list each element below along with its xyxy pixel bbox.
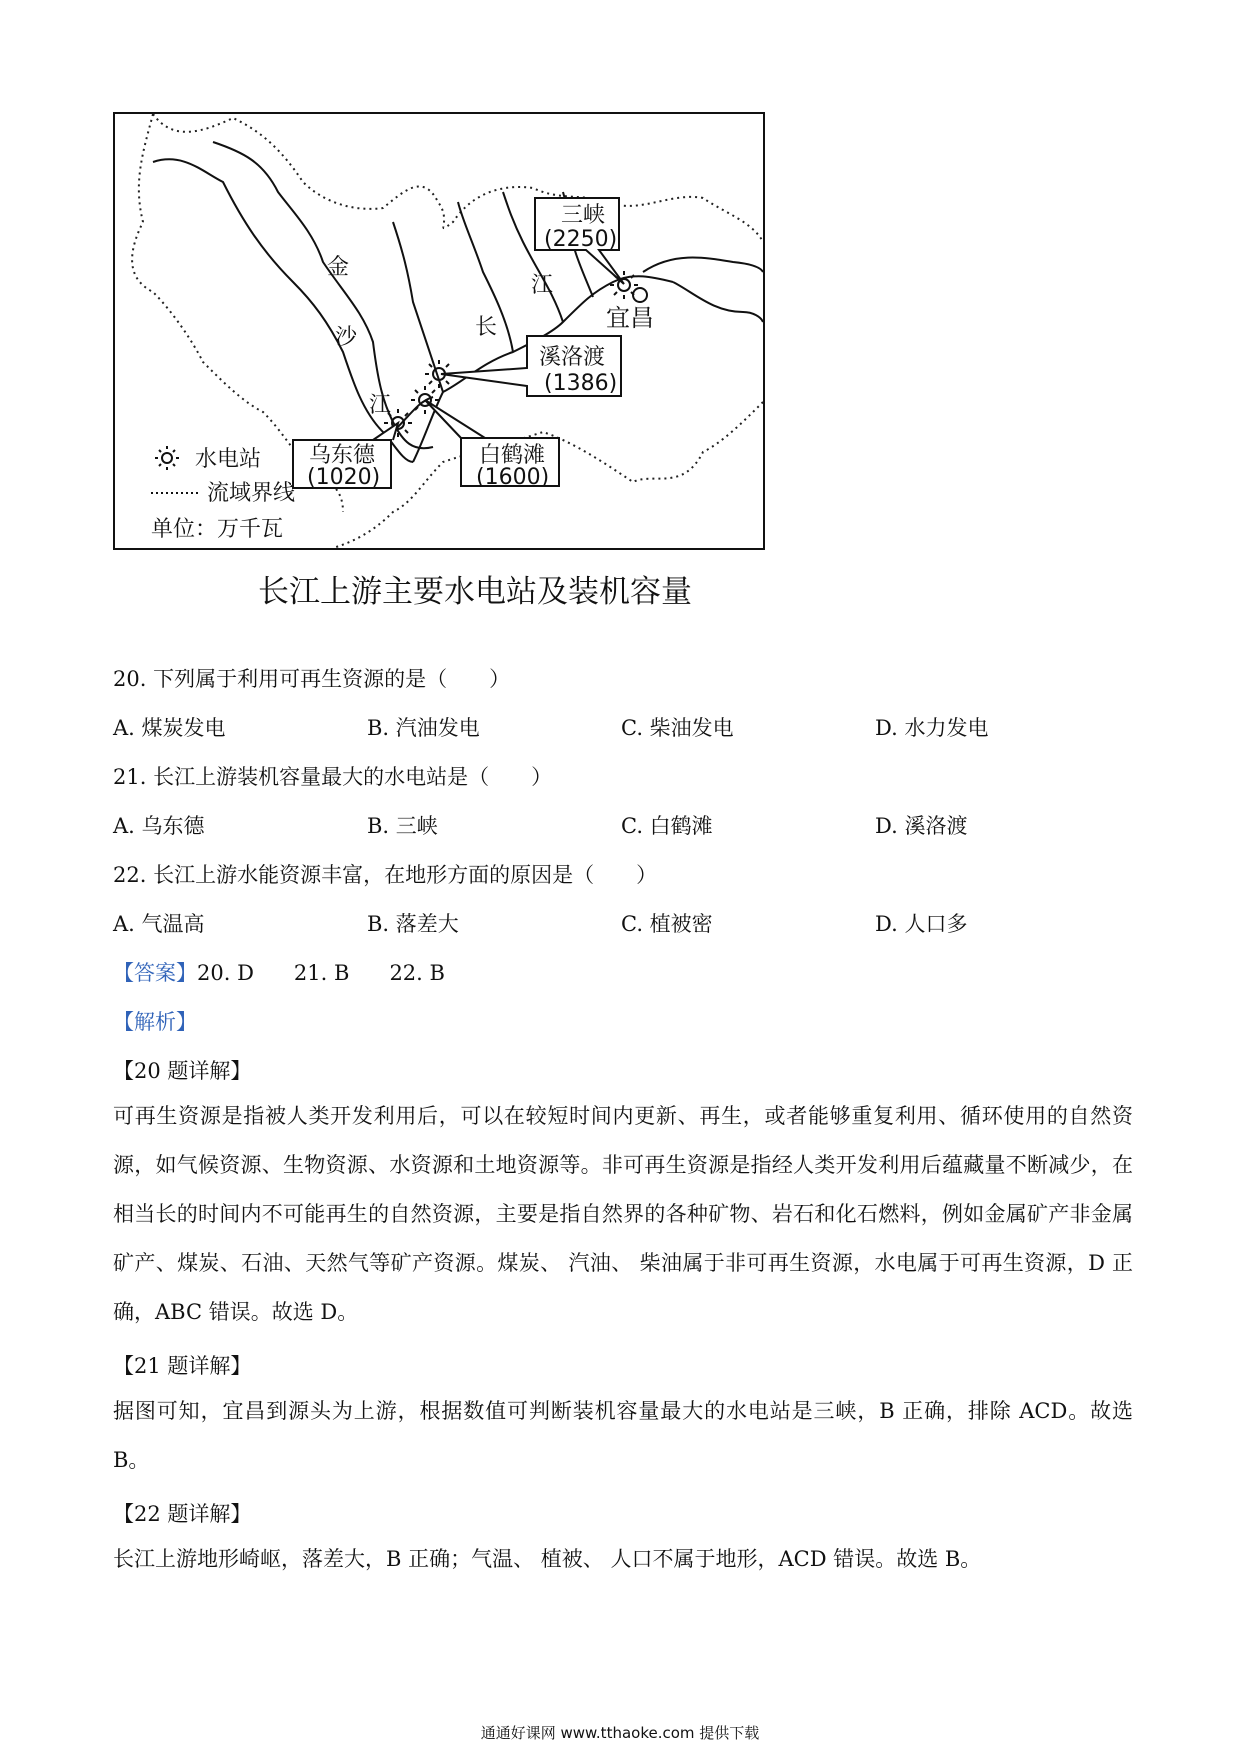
answer-21: 21. B [293, 961, 350, 985]
option-d: D. 人口多 [875, 912, 968, 936]
option-a: A. 乌东德 [113, 814, 205, 838]
hydropower-map [113, 112, 765, 550]
river-label-sha: 沙 [335, 325, 358, 350]
detail-20-heading: 【20 题详解】 [113, 1059, 252, 1083]
legend-boundary-label: 流域界线 [207, 481, 296, 506]
detail-22-text: 长江上游地形崎岖，落差大，B 正确；气温、 植被、 人口不属于地形，ACD 错误。故选 B。 [113, 1547, 982, 1571]
question-20-options [113, 712, 1133, 742]
page-footer: 通通好课网 www.tthaoke.com 提供下载 [480, 1724, 760, 1742]
station-capacity-xiluodu: (1386) [544, 371, 618, 396]
legend-station-label: 水电站 [195, 447, 262, 472]
yichang-label: 宜昌 [606, 304, 654, 332]
analysis-tag: 【解析】 [113, 1010, 197, 1034]
question-21-stem: 21. 长江上游装机容量最大的水电站是（ ） [113, 765, 553, 789]
option-c: C. 植被密 [621, 912, 713, 936]
map-caption: 长江上游主要水电站及装机容量 [258, 574, 692, 610]
detail-20-text: 可再生资源是指被人类开发利用后，可以在较短时间内更新、再生，或者能够重复利用、循环使用的自然资源，如气候资源、生物资源、水资源和土地资源等。非可再生资源是指经人类开发利用后蕴藏量不断减少，在相当长的时间内不可能再生的自然资源，主要是指自然界的各种矿物、岩石和化石燃料，例如金属矿产非金属矿产、煤炭、石油、天然气等矿产资源。煤炭、 汽油、 柴油属于非可再生资源，水电属于可再生资源，D 正确，ABC 错误。故选 D。 [113, 1104, 1133, 1324]
yichang-city-icon [633, 288, 647, 302]
legend-unit: 单位：万千瓦 [151, 517, 284, 542]
detail-22-heading: 【22 题详解】 [113, 1502, 252, 1526]
river-label-jiang1: 江 [369, 393, 392, 418]
question-22-stem: 22. 长江上游水能资源丰富，在地形方面的原因是（ ） [113, 863, 658, 887]
detail-21-text: 据图可知，宜昌到源头为上游，根据数值可判断装机容量最大的水电站是三峡，B 正确，排除 ACD。故选 B。 [113, 1399, 1133, 1472]
station-name-xiluodu: 溪洛渡 [539, 345, 606, 370]
option-b: B. 三峡 [367, 814, 438, 838]
river-label-jiang2: 江 [531, 273, 554, 298]
answer-tag: 【答案】 [113, 961, 197, 985]
option-a: A. 煤炭发电 [113, 716, 226, 740]
question-22-options [113, 908, 1133, 938]
option-a: A. 气温高 [113, 912, 205, 936]
detail-21-heading: 【21 题详解】 [113, 1354, 252, 1378]
question-20-stem: 20. 下列属于利用可再生资源的是（ ） [113, 667, 511, 691]
option-d: D. 溪洛渡 [875, 814, 968, 838]
answer-20: 20. D [197, 961, 254, 985]
river-label-chang: 长 [475, 315, 498, 340]
station-name-sanxia: 三峡 [561, 203, 606, 228]
answer-line [113, 957, 445, 987]
station-capacity-sanxia: (2250) [544, 227, 618, 252]
option-c: C. 白鹤滩 [621, 814, 713, 838]
station-capacity-wudongde: (1020) [307, 465, 381, 490]
map-svg [113, 112, 765, 550]
option-c: C. 柴油发电 [621, 716, 734, 740]
option-d: D. 水力发电 [875, 716, 989, 740]
option-b: B. 汽油发电 [367, 716, 480, 740]
river-label-jin: 金 [327, 255, 350, 280]
station-capacity-baihetan: (1600) [476, 465, 550, 490]
station-name-wudongde: 乌东德 [309, 443, 376, 468]
question-21-options [113, 810, 1133, 840]
option-b: B. 落差大 [367, 912, 459, 936]
answer-22: 22. B [389, 961, 445, 985]
station-name-baihetan: 白鹤滩 [479, 443, 546, 468]
